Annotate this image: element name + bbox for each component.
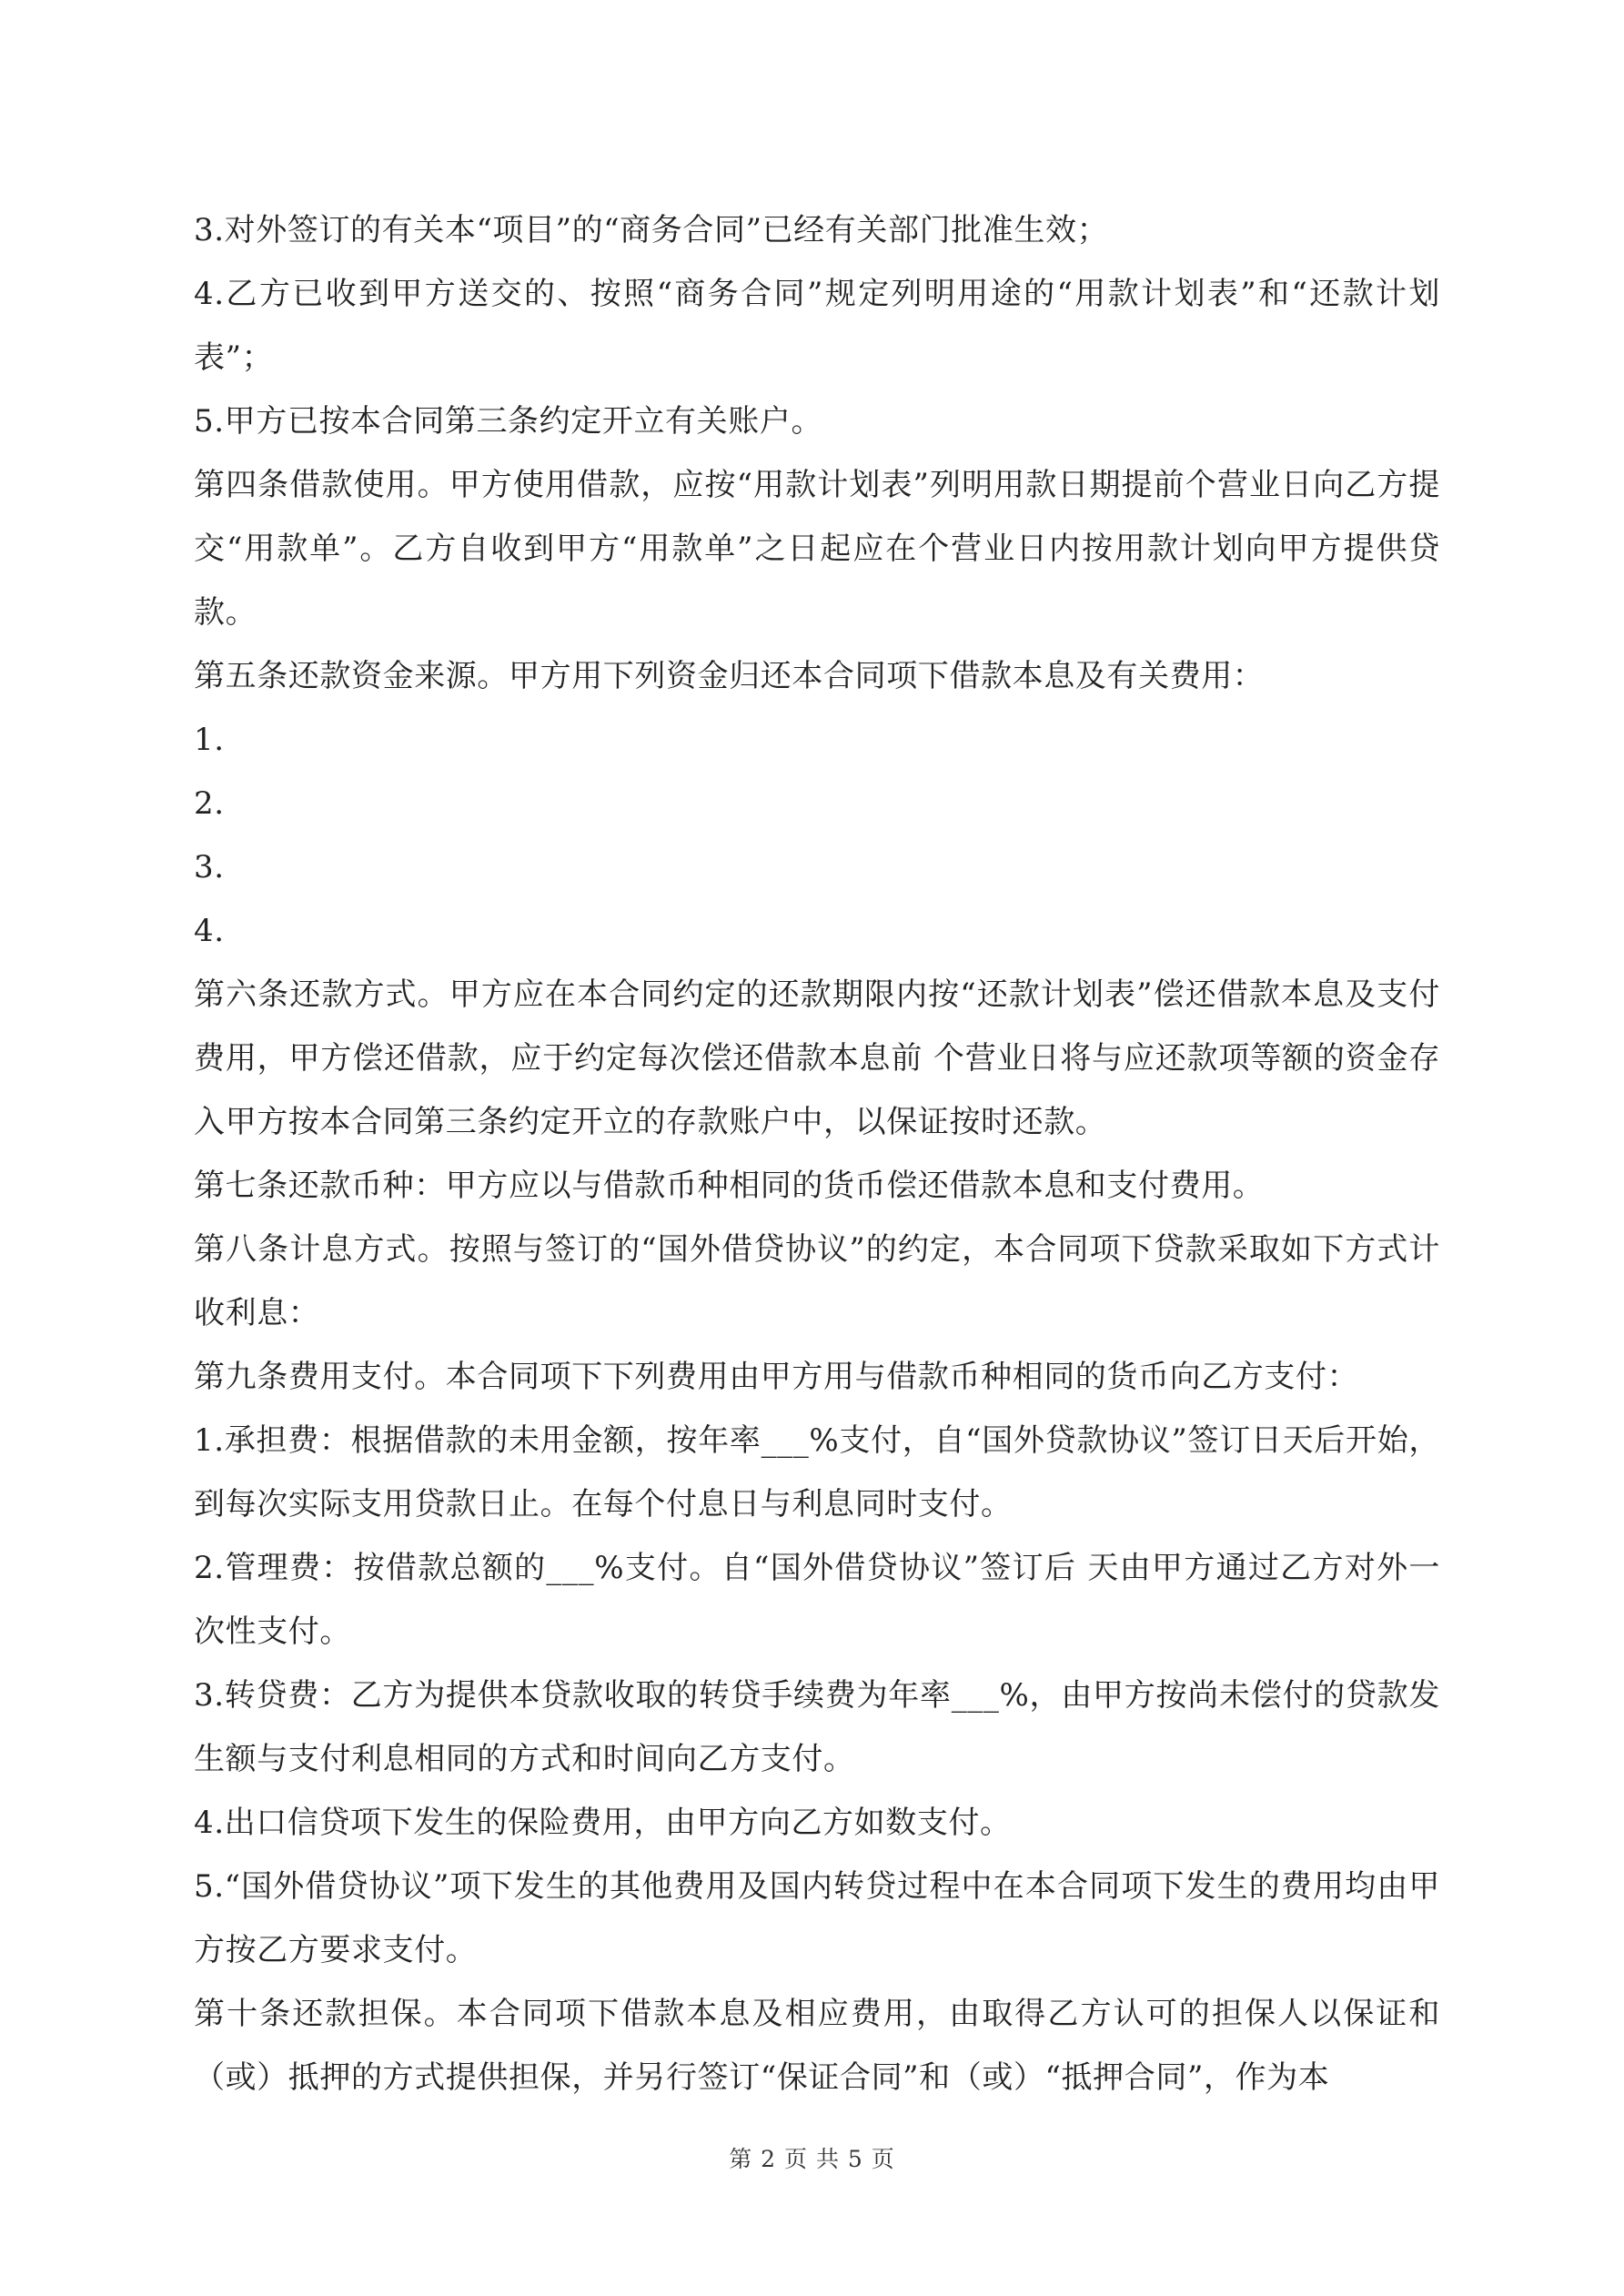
paragraph-clause-3: 3.对外签订的有关本“项目”的“商务合同”已经有关部门批准生效；: [194, 212, 1109, 248]
paragraph-article-8-interest-method: 第八条计息方式。按照与签订的“国外借贷协议”的约定，本合同项下贷款采取如下方式计收利息：: [194, 1231, 1440, 1331]
list-item-source-1: 1.: [194, 722, 225, 758]
list-item-management-fee: 2.管理费：按借款总额的___%支付。自“国外借贷协议”签订后 天由甲方通过乙方对外一次性支付。: [194, 1550, 1440, 1650]
document-body: [194, 198, 1440, 2109]
list-item-source-3: 3.: [194, 849, 225, 885]
list-item-onlending-fee: 3.转贷费：乙方为提供本贷款收取的转贷手续费为年率___%，由甲方按尚未偿付的贷款发生额与支付利息相同的方式和时间向乙方支付。: [194, 1677, 1440, 1777]
list-item-source-2: 2.: [194, 785, 225, 822]
paragraph-article-5-repayment-source: 第五条还款资金来源。甲方用下列资金归还本合同项下借款本息及有关费用：: [194, 658, 1265, 694]
paragraph-article-6-repayment-method: 第六条还款方式。甲方应在本合同约定的还款期限内按“还款计划表”偿还借款本息及支付费用，甲方偿还借款，应于约定每次偿还借款本息前 个营业日将与应还款项等额的资金存入甲方按本合同第三条约定开立的存款账户中，以保证按时还款。: [194, 976, 1440, 1140]
list-item-insurance-fee: 4.出口信贷项下发生的保险费用，由甲方向乙方如数支付。: [194, 1805, 1012, 1841]
list-item-source-4: 4.: [194, 913, 225, 949]
paragraph-clause-4: 4.乙方已收到甲方送交的、按照“商务合同”规定列明用途的“用款计划表”和“还款计划表”；: [194, 276, 1440, 376]
paragraph-article-9-fee-payment: 第九条费用支付。本合同项下下列费用由甲方用与借款币种相同的货币向乙方支付：: [194, 1359, 1359, 1395]
page-number-footer: 第 2 页 共 5 页: [729, 2146, 895, 2172]
paragraph-clause-5: 5.甲方已按本合同第三条约定开立有关账户。: [194, 403, 823, 440]
paragraph-article-4-loan-use: 第四条借款使用。甲方使用借款，应按“用款计划表”列明用款日期提前个营业日向乙方提交“用款单”。乙方自收到甲方“用款单”之日起应在个营业日内按用款计划向甲方提供贷款。: [194, 467, 1440, 631]
paragraph-article-10-repayment-guarantee: 第十条还款担保。本合同项下借款本息及相应费用，由取得乙方认可的担保人以保证和（或）抵押的方式提供担保，并另行签订“保证合同”和（或）“抵押合同”，作为本: [194, 1996, 1440, 2096]
list-item-commitment-fee: 1.承担费：根据借款的未用金额，按年率___%支付，自“国外贷款协议”签订日天后开始，到每次实际支用贷款日止。在每个付息日与利息同时支付。: [194, 1422, 1440, 1522]
paragraph-article-7-repayment-currency: 第七条还款币种：甲方应以与借款币种相同的货币偿还借款本息和支付费用。: [194, 1168, 1265, 1204]
list-item-other-fees: 5.“国外借贷协议”项下发生的其他费用及国内转贷过程中在本合同项下发生的费用均由甲方按乙方要求支付。: [194, 1868, 1440, 1968]
